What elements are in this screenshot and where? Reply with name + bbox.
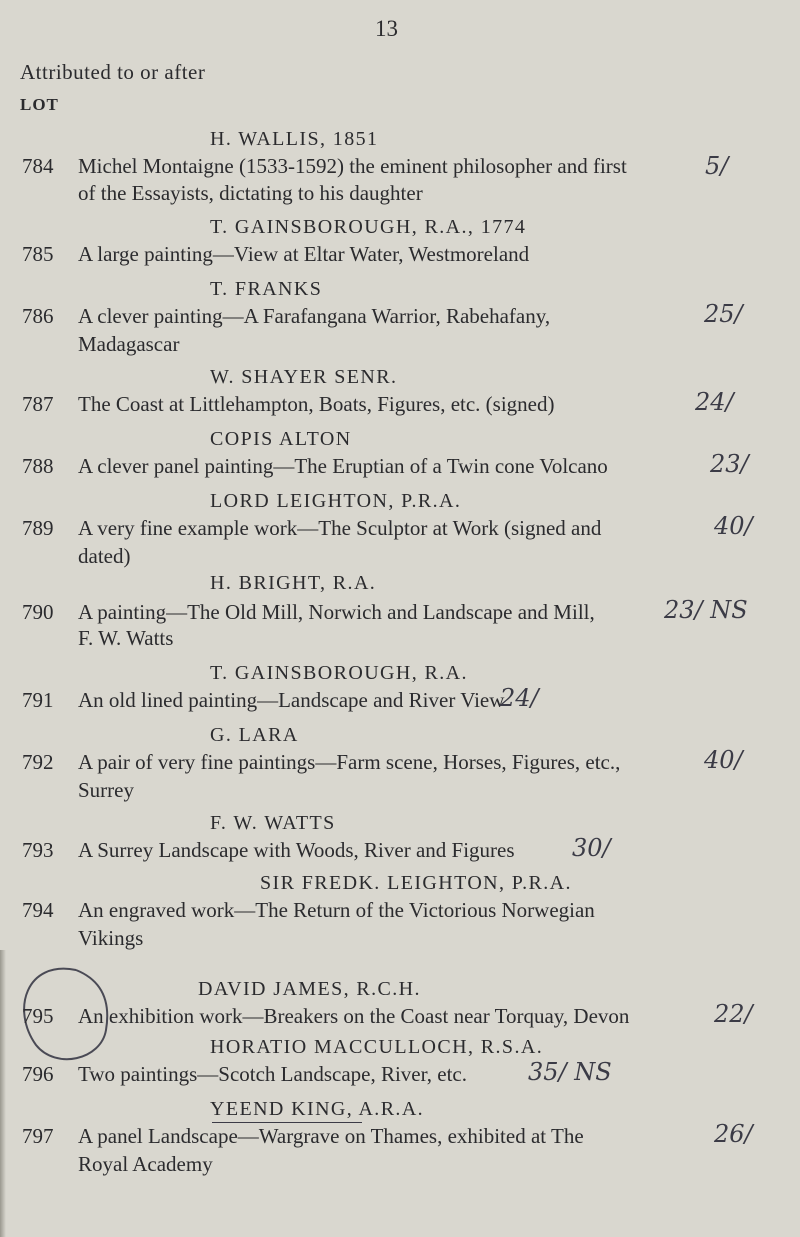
lot-number-792: 792 <box>22 750 54 774</box>
description-794: An engraved work—The Return of the Victorious Norwegian <box>78 898 595 922</box>
price-797: 26/ <box>714 1120 753 1148</box>
description-784: Michel Montaigne (1533-1592) the eminent philosopher and first <box>78 154 627 178</box>
description-792-cont: Surrey <box>78 778 134 802</box>
lot-number-786: 786 <box>22 304 54 328</box>
lot-column-label: LOT <box>20 95 59 114</box>
description-786: A clever painting—A Farafangana Warrior, Rabehafany, <box>78 304 551 328</box>
price-788: 23/ <box>710 450 749 478</box>
description-790-cont: F. W. Watts <box>78 626 174 650</box>
artist-787: W. SHAYER SENR. <box>210 366 398 388</box>
artist-797: YEEND KING, A.R.A. <box>210 1098 425 1120</box>
description-789-cont: dated) <box>78 544 131 568</box>
lot-number-784: 784 <box>22 154 54 178</box>
price-784: 5/ <box>705 152 729 180</box>
description-797: A panel Landscape—Wargrave on Thames, exhibited at The <box>78 1124 584 1148</box>
description-786-cont: Madagascar <box>78 332 180 356</box>
artist-795: DAVID JAMES, R.C.H. <box>198 978 421 1000</box>
lot-number-788: 788 <box>22 454 54 478</box>
description-790: A painting—The Old Mill, Norwich and Landscape and Mill, <box>78 600 595 624</box>
price-787: 24/ <box>695 388 734 416</box>
price-786: 25/ <box>704 300 743 328</box>
artist-789: LORD LEIGHTON, P.R.A. <box>210 490 462 512</box>
artist-786: T. FRANKS <box>210 278 323 300</box>
description-789: A very fine example work—The Sculptor at Work (signed and <box>78 516 602 540</box>
description-788: A clever panel painting—The Eruptian of a Twin cone Volcano <box>78 454 608 478</box>
lot-number-795: 795 <box>22 1004 54 1028</box>
artist-792: G. LARA <box>210 724 299 746</box>
lot-number-797: 797 <box>22 1124 54 1148</box>
lot-number-791: 791 <box>22 688 54 712</box>
lot-number-785: 785 <box>22 242 54 266</box>
description-793: A Surrey Landscape with Woods, River and Figures <box>78 838 515 862</box>
price-790: 23/ NS <box>664 596 748 624</box>
description-785: A large painting—View at Eltar Water, Westmoreland <box>78 242 530 266</box>
artist-797-underline <box>212 1122 362 1123</box>
description-797-cont: Royal Academy <box>78 1152 213 1176</box>
artist-788: COPIS ALTON <box>210 428 352 450</box>
artist-790: H. BRIGHT, R.A. <box>210 572 377 594</box>
description-784-cont: of the Essayists, dictating to his daughter <box>78 181 423 205</box>
description-792: A pair of very fine paintings—Farm scene, Horses, Figures, etc., <box>78 750 621 774</box>
price-795: 22/ <box>714 1000 753 1028</box>
artist-791: T. GAINSBOROUGH, R.A. <box>210 662 468 684</box>
price-791: 24/ <box>500 684 539 712</box>
price-789: 40/ <box>714 512 753 540</box>
lot-number-790: 790 <box>22 600 54 624</box>
price-793: 30/ <box>572 834 611 862</box>
lot-number-789: 789 <box>22 516 54 540</box>
description-794-cont: Vikings <box>78 926 144 950</box>
description-787: The Coast at Littlehampton, Boats, Figures, etc. (signed) <box>78 392 555 416</box>
artist-793: F. W. WATTS <box>210 812 336 834</box>
lot-number-793: 793 <box>22 838 54 862</box>
price-796: 35/ NS <box>528 1058 612 1086</box>
price-792: 40/ <box>704 746 743 774</box>
artist-784: H. WALLIS, 1851 <box>210 128 379 150</box>
description-795: An exhibition work—Breakers on the Coast near Torquay, Devon <box>78 1004 630 1028</box>
description-796: Two paintings—Scotch Landscape, River, etc. <box>78 1062 468 1086</box>
header-note: Attributed to or after <box>20 60 206 84</box>
lot-number-794: 794 <box>22 898 54 922</box>
lot-number-796: 796 <box>22 1062 54 1086</box>
description-791: An old lined painting—Landscape and River View <box>78 688 505 712</box>
artist-794: SIR FREDK. LEIGHTON, P.R.A. <box>260 872 572 894</box>
page-number: 13 <box>375 16 398 41</box>
lot-number-787: 787 <box>22 392 54 416</box>
artist-796: HORATIO MACCULLOCH, R.S.A. <box>210 1036 544 1058</box>
artist-785: T. GAINSBOROUGH, R.A., 1774 <box>210 216 527 238</box>
